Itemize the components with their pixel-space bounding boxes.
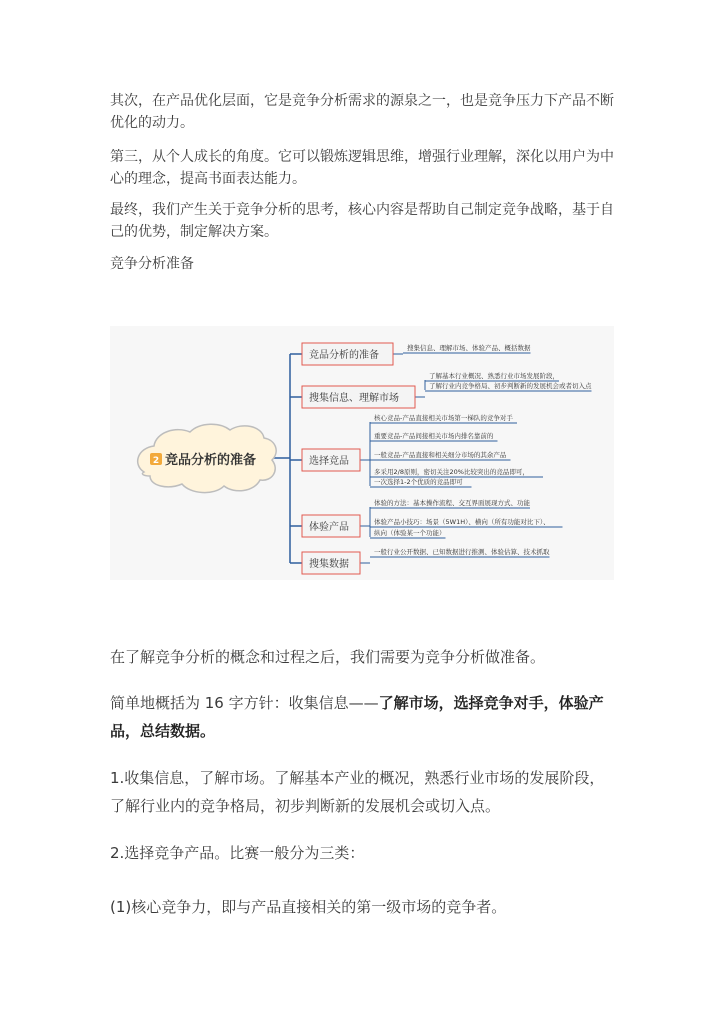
section-heading: 竞争分析准备 — [110, 256, 194, 272]
branch-note: 了解基本行业概况、熟悉行业市场发展阶段， — [429, 372, 559, 380]
paragraph-8: (1)核心竞争力，即与产品直接相关的第一级市场的竞争者。 — [110, 898, 507, 916]
paragraph-4: 在了解竞争分析的概念和过程之后，我们需要为竞争分析做准备。 — [110, 648, 546, 666]
paragraph-7: 2.选择竞争产品。比赛一般分为三类： — [110, 844, 365, 862]
paragraph-5 — [110, 689, 610, 745]
branch-note: 了解行业内竞争格局、初步判断新的发展机会或者切入点 — [429, 382, 592, 390]
branch-note: 纵向（体验某一个功能） — [374, 529, 446, 537]
branch-note: 重要竞品-产品间接相关市场内排名靠前的 — [374, 432, 494, 440]
branch-label: 搜集数据 — [309, 559, 349, 570]
paragraph-3: 最终，我们产生关于竞争分析的思考，核心内容是帮助自己制定竞争战略，基于自己的优势，制定解决方案。 — [110, 202, 614, 240]
mindmap-svg — [110, 326, 614, 580]
branch-note: 搜集信息、理解市场、体验产品、概括数据 — [407, 344, 531, 352]
branch-label: 选择竞品 — [309, 456, 349, 467]
mindmap-image — [110, 326, 614, 580]
paragraph-1: 其次，在产品优化层面，它是竞争分析需求的源泉之一，也是竞争压力下产品不断优化的动力。 — [110, 93, 614, 131]
branch-note: 多采用2/8原则，密切关注20%比较突出的竞品即可， — [374, 468, 529, 476]
paragraph-6: 1.收集信息，了解市场。了解基本产业的概况，熟悉行业市场的发展阶段，了解行业内的竞争格局，初步判断新的发展机会或切入点。 — [110, 769, 605, 815]
branch-note: 体验的方法：基本操作流程、交互界面展现方式、功能 — [374, 499, 530, 507]
branch-note: 体验产品小技巧：场景（5W1H）、横向（所有功能对比下）、 — [374, 518, 550, 526]
branch-note: 一般行业公开数据、已知数据进行推测、体验估算、技术抓取 — [374, 548, 550, 556]
branch-note: 核心竞品-产品直接相关市场第一梯队的竞争对手 — [374, 414, 513, 422]
branch-label: 搜集信息、理解市场 — [309, 393, 399, 404]
branch-note: 一般竞品-产品直接和相关细分市场的其余产品 — [374, 451, 507, 459]
center-label: 竞品分析的准备 — [165, 453, 257, 468]
branch-label: 体验产品 — [309, 522, 349, 533]
paragraph-2: 第三，从个人成长的角度。它可以锻炼逻辑思维，增强行业理解，深化以用户为中心的理念，提高书面表达能力。 — [110, 149, 614, 187]
paragraph-5-normal: 简单地概括为 16 字方针：收集信息—— — [110, 694, 379, 712]
branch-note: 一次选择1-2个优质的竞品即可 — [374, 478, 463, 486]
paragraph-5-bold: 了解市场，选择竞争对手，体验产品，总结数据。 — [110, 694, 604, 740]
branch-label: 竞品分析的准备 — [309, 350, 379, 361]
center-number: 2 — [152, 456, 160, 466]
